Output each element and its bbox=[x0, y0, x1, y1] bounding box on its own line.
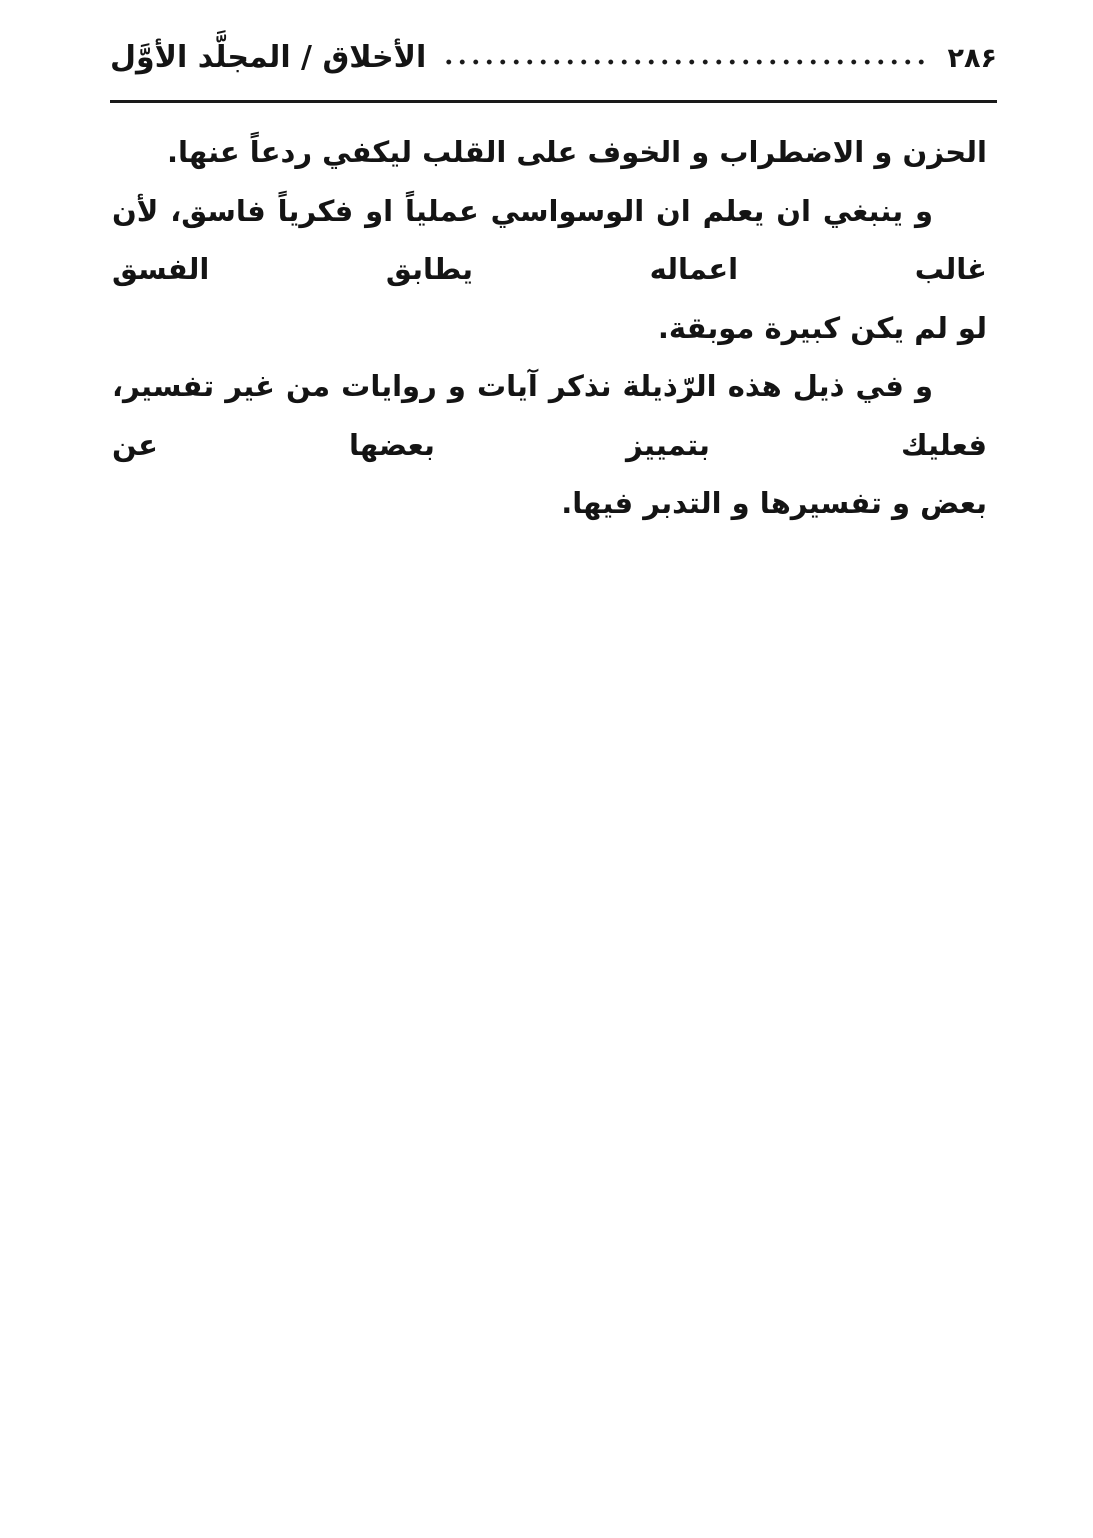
body-line: بعض و تفسيرها و التدبر فيها. bbox=[561, 486, 987, 520]
page-body bbox=[112, 123, 987, 533]
dots-leader bbox=[442, 57, 931, 67]
header-rule bbox=[110, 100, 997, 103]
running-title: الأخلاق / المجلَّد الأوَّل bbox=[110, 40, 427, 75]
body-line: لو لم يكن كبيرة موبقة. bbox=[657, 310, 987, 345]
body-line: و في ذيل هذه الرّذيلة نذكر آيات و روايات من غير تفسير، فعليك بتمييز بعضها عن bbox=[112, 369, 987, 462]
body-line: و ينبغي ان يعلم ان الوسواسي عملياً او فكرياً فاسق، لأن غالب اعماله يطابق الفسق bbox=[112, 193, 987, 286]
page-number: ۲۸۶ bbox=[947, 43, 997, 74]
body-line: الحزن و الاضطراب و الخوف على القلب ليكفي ردعاً عنها. bbox=[167, 135, 987, 169]
paragraph bbox=[112, 123, 987, 182]
paragraph bbox=[112, 182, 987, 358]
page-header bbox=[110, 40, 997, 75]
paragraph bbox=[112, 357, 987, 533]
